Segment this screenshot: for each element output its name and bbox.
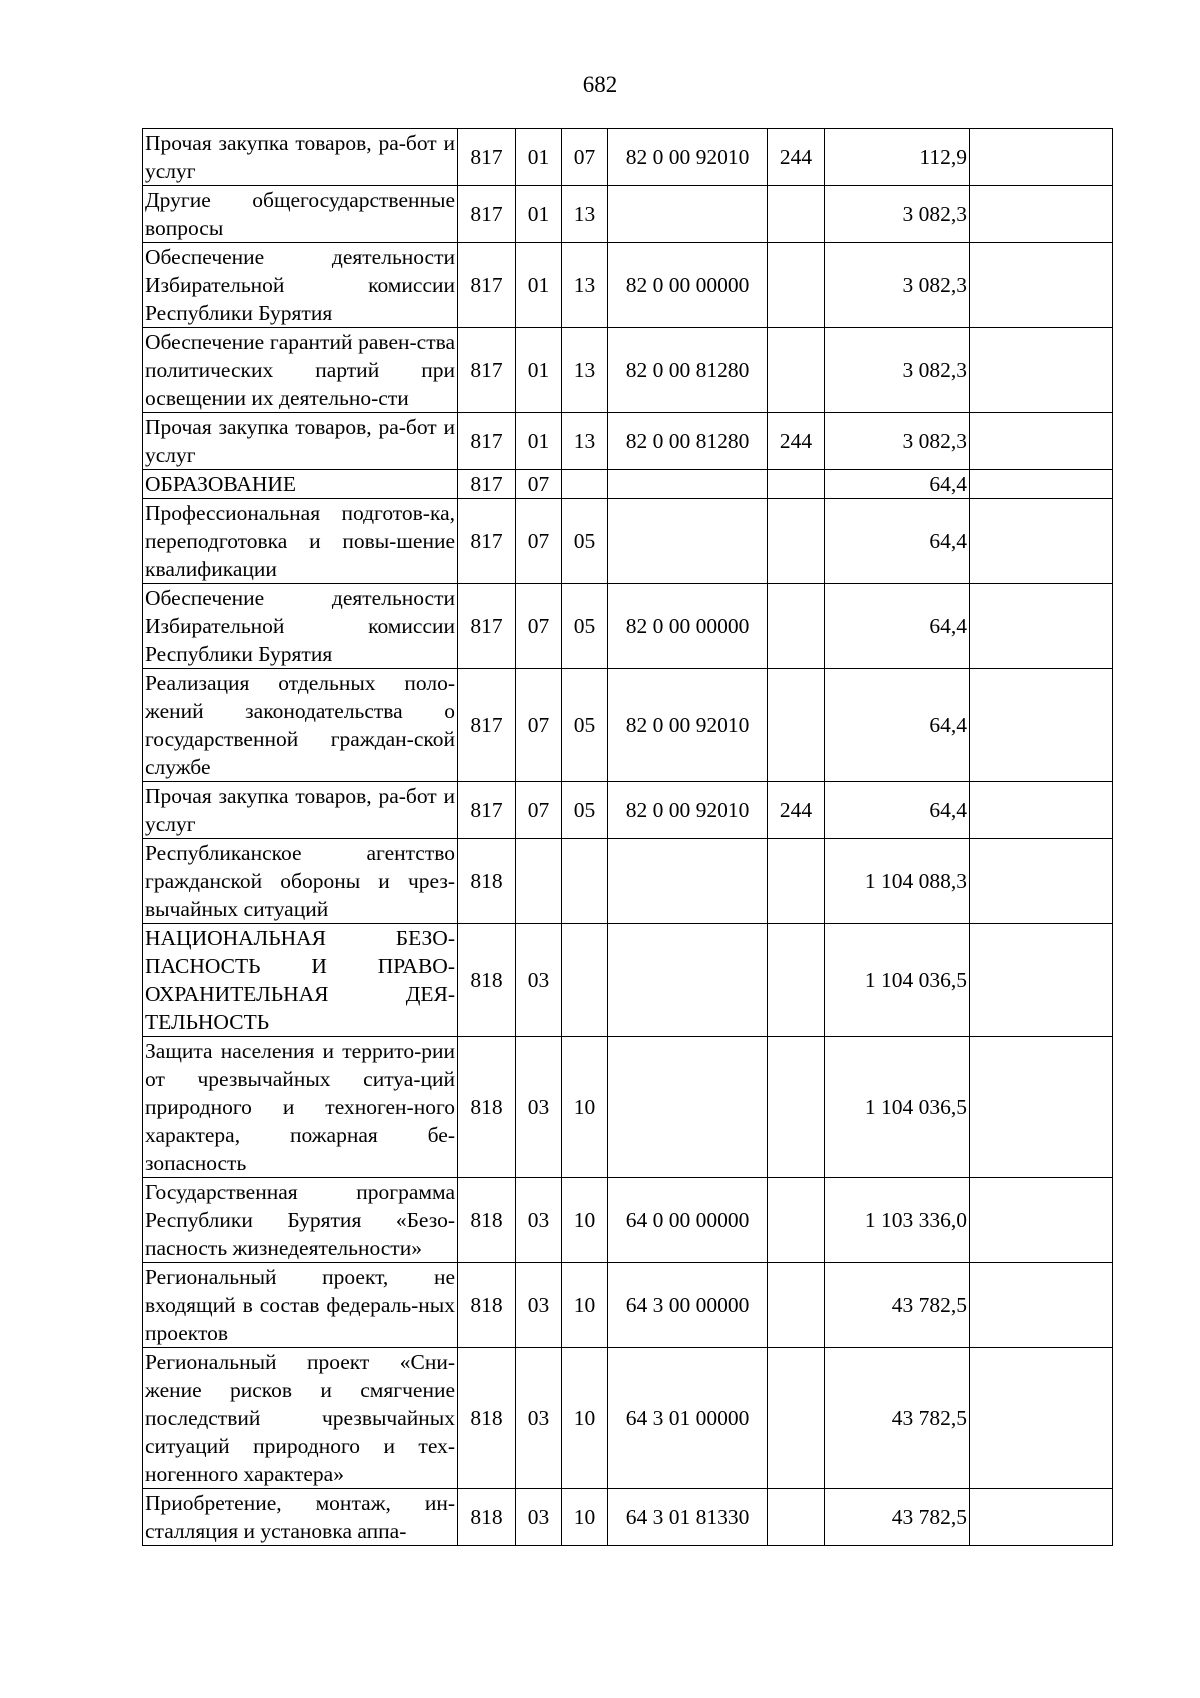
table-row: [143, 328, 1113, 413]
table-row: [143, 924, 1113, 1037]
row-section-cell: 01: [516, 129, 562, 186]
row-extra-cell: [970, 1037, 1113, 1178]
row-name-cell: Государственная программа Республики Бурятия «Безо-пасность жизнедеятельности»: [143, 1178, 458, 1263]
row-subsection-cell: [562, 839, 608, 924]
row-grbs-cell: 817: [458, 328, 516, 413]
row-expense-type-cell: 244: [768, 413, 825, 470]
table-row: [143, 1037, 1113, 1178]
row-section-cell: 01: [516, 328, 562, 413]
row-grbs-cell: 817: [458, 499, 516, 584]
row-name-cell: Республиканское агентство гражданской обороны и чрез-вычайных ситуаций: [143, 839, 458, 924]
row-subsection-cell: 10: [562, 1348, 608, 1489]
row-target-article-cell: [608, 924, 768, 1037]
row-name-cell: Защита населения и террито-рии от чрезвычайных ситуа-ций природного и техноген-ного характера, пожарная бе-зопасность: [143, 1037, 458, 1178]
row-subsection-cell: 13: [562, 413, 608, 470]
row-amount-cell: 43 782,5: [825, 1489, 970, 1546]
row-target-article-cell: 82 0 00 92010: [608, 129, 768, 186]
row-expense-type-cell: 244: [768, 129, 825, 186]
row-extra-cell: [970, 782, 1113, 839]
row-expense-type-cell: [768, 1263, 825, 1348]
row-expense-type-cell: [768, 1489, 825, 1546]
row-subsection-cell: 07: [562, 129, 608, 186]
row-grbs-cell: 817: [458, 186, 516, 243]
row-name-cell: Профессиональная подготов-ка, переподготовка и повы-шение квалификации: [143, 499, 458, 584]
row-grbs-cell: 817: [458, 413, 516, 470]
row-target-article-cell: [608, 499, 768, 584]
row-expense-type-cell: [768, 924, 825, 1037]
row-grbs-cell: 817: [458, 782, 516, 839]
table-row: [143, 499, 1113, 584]
row-grbs-cell: 817: [458, 470, 516, 499]
table-row: [143, 470, 1113, 499]
row-extra-cell: [970, 1263, 1113, 1348]
row-grbs-cell: 818: [458, 924, 516, 1037]
row-section-cell: 03: [516, 1263, 562, 1348]
row-extra-cell: [970, 1489, 1113, 1546]
row-section-cell: 07: [516, 499, 562, 584]
row-extra-cell: [970, 328, 1113, 413]
row-subsection-cell: 05: [562, 499, 608, 584]
page-number: 682: [582, 72, 618, 97]
row-grbs-cell: 817: [458, 669, 516, 782]
row-section-cell: 03: [516, 1489, 562, 1546]
row-subsection-cell: [562, 470, 608, 499]
row-name-cell: Региональный проект, не входящий в состав федераль-ных проектов: [143, 1263, 458, 1348]
row-subsection-cell: 13: [562, 186, 608, 243]
row-amount-cell: 3 082,3: [825, 413, 970, 470]
row-target-article-cell: 82 0 00 81280: [608, 328, 768, 413]
row-amount-cell: 1 104 036,5: [825, 924, 970, 1037]
table-row: [143, 243, 1113, 328]
row-name-cell: Другие общегосударственные вопросы: [143, 186, 458, 243]
row-amount-cell: 64,4: [825, 669, 970, 782]
row-subsection-cell: 13: [562, 328, 608, 413]
row-extra-cell: [970, 129, 1113, 186]
table-row: [143, 413, 1113, 470]
row-extra-cell: [970, 669, 1113, 782]
row-expense-type-cell: [768, 584, 825, 669]
row-expense-type-cell: [768, 186, 825, 243]
row-amount-cell: 3 082,3: [825, 328, 970, 413]
row-subsection-cell: 05: [562, 782, 608, 839]
row-section-cell: 07: [516, 584, 562, 669]
row-extra-cell: [970, 584, 1113, 669]
row-amount-cell: 3 082,3: [825, 186, 970, 243]
table-row: [143, 1489, 1113, 1546]
table-row: [143, 129, 1113, 186]
row-target-article-cell: 82 0 00 81280: [608, 413, 768, 470]
row-target-article-cell: 64 3 01 81330: [608, 1489, 768, 1546]
row-subsection-cell: 10: [562, 1178, 608, 1263]
row-extra-cell: [970, 499, 1113, 584]
row-section-cell: 03: [516, 1348, 562, 1489]
row-expense-type-cell: [768, 839, 825, 924]
row-grbs-cell: 818: [458, 1037, 516, 1178]
row-grbs-cell: 818: [458, 1263, 516, 1348]
row-grbs-cell: 818: [458, 1178, 516, 1263]
row-grbs-cell: 818: [458, 839, 516, 924]
row-section-cell: 01: [516, 243, 562, 328]
row-target-article-cell: [608, 186, 768, 243]
row-name-cell: ОБРАЗОВАНИЕ: [143, 470, 458, 499]
row-grbs-cell: 817: [458, 584, 516, 669]
row-amount-cell: 43 782,5: [825, 1348, 970, 1489]
row-name-cell: Прочая закупка товаров, ра-бот и услуг: [143, 782, 458, 839]
row-section-cell: 07: [516, 470, 562, 499]
table-row: [143, 839, 1113, 924]
row-target-article-cell: [608, 839, 768, 924]
row-target-article-cell: 82 0 00 92010: [608, 782, 768, 839]
row-amount-cell: 64,4: [825, 499, 970, 584]
table-row: [143, 584, 1113, 669]
row-section-cell: 03: [516, 1178, 562, 1263]
row-grbs-cell: 818: [458, 1489, 516, 1546]
table-row: [143, 669, 1113, 782]
row-expense-type-cell: [768, 1178, 825, 1263]
table-row: [143, 1178, 1113, 1263]
row-expense-type-cell: 244: [768, 782, 825, 839]
row-section-cell: 07: [516, 782, 562, 839]
row-amount-cell: 1 103 336,0: [825, 1178, 970, 1263]
row-section-cell: 03: [516, 924, 562, 1037]
row-target-article-cell: [608, 1037, 768, 1178]
row-section-cell: 07: [516, 669, 562, 782]
row-grbs-cell: 818: [458, 1348, 516, 1489]
row-subsection-cell: 05: [562, 669, 608, 782]
row-expense-type-cell: [768, 243, 825, 328]
budget-table-body: [143, 129, 1113, 1546]
row-amount-cell: 3 082,3: [825, 243, 970, 328]
row-amount-cell: 1 104 036,5: [825, 1037, 970, 1178]
table-row: [143, 1348, 1113, 1489]
row-name-cell: Прочая закупка товаров, ра-бот и услуг: [143, 129, 458, 186]
row-name-cell: Приобретение, монтаж, ин-сталляция и установка аппа-: [143, 1489, 458, 1546]
table-row: [143, 1263, 1113, 1348]
row-amount-cell: 112,9: [825, 129, 970, 186]
row-section-cell: 01: [516, 413, 562, 470]
row-amount-cell: 64,4: [825, 782, 970, 839]
row-amount-cell: 64,4: [825, 584, 970, 669]
row-extra-cell: [970, 243, 1113, 328]
row-extra-cell: [970, 839, 1113, 924]
row-amount-cell: 64,4: [825, 470, 970, 499]
table-row: [143, 782, 1113, 839]
row-subsection-cell: [562, 924, 608, 1037]
row-name-cell: Прочая закупка товаров, ра-бот и услуг: [143, 413, 458, 470]
row-expense-type-cell: [768, 499, 825, 584]
row-expense-type-cell: [768, 669, 825, 782]
row-target-article-cell: 82 0 00 00000: [608, 584, 768, 669]
row-target-article-cell: 64 3 01 00000: [608, 1348, 768, 1489]
row-target-article-cell: 64 0 00 00000: [608, 1178, 768, 1263]
budget-table: [142, 128, 1113, 1546]
row-subsection-cell: 13: [562, 243, 608, 328]
row-extra-cell: [970, 470, 1113, 499]
row-target-article-cell: [608, 470, 768, 499]
row-expense-type-cell: [768, 1348, 825, 1489]
row-expense-type-cell: [768, 1037, 825, 1178]
row-name-cell: НАЦИОНАЛЬНАЯ БЕЗО-ПАСНОСТЬ И ПРАВО-ОХРАНИТЕЛЬНАЯ ДЕЯ-ТЕЛЬНОСТЬ: [143, 924, 458, 1037]
table-row: [143, 186, 1113, 243]
row-name-cell: Обеспечение деятельности Избирательной комиссии Республики Бурятия: [143, 584, 458, 669]
row-name-cell: Обеспечение деятельности Избирательной комиссии Республики Бурятия: [143, 243, 458, 328]
row-target-article-cell: 64 3 00 00000: [608, 1263, 768, 1348]
row-subsection-cell: 10: [562, 1037, 608, 1178]
row-subsection-cell: 10: [562, 1263, 608, 1348]
row-target-article-cell: 82 0 00 00000: [608, 243, 768, 328]
row-name-cell: Региональный проект «Сни-жение рисков и смягчение последствий чрезвычайных ситуаций природного и тех-ногенного характера»: [143, 1348, 458, 1489]
row-extra-cell: [970, 413, 1113, 470]
row-grbs-cell: 817: [458, 129, 516, 186]
row-subsection-cell: 05: [562, 584, 608, 669]
row-extra-cell: [970, 1178, 1113, 1263]
row-amount-cell: 43 782,5: [825, 1263, 970, 1348]
row-section-cell: [516, 839, 562, 924]
row-name-cell: Обеспечение гарантий равен-ства политических партий при освещении их деятельно-сти: [143, 328, 458, 413]
row-expense-type-cell: [768, 328, 825, 413]
row-section-cell: 01: [516, 186, 562, 243]
row-name-cell: Реализация отдельных поло-жений законодательства о государственной граждан-ской службе: [143, 669, 458, 782]
row-target-article-cell: 82 0 00 92010: [608, 669, 768, 782]
row-subsection-cell: 10: [562, 1489, 608, 1546]
row-amount-cell: 1 104 088,3: [825, 839, 970, 924]
row-extra-cell: [970, 924, 1113, 1037]
row-section-cell: 03: [516, 1037, 562, 1178]
row-grbs-cell: 817: [458, 243, 516, 328]
row-extra-cell: [970, 186, 1113, 243]
row-extra-cell: [970, 1348, 1113, 1489]
row-expense-type-cell: [768, 470, 825, 499]
